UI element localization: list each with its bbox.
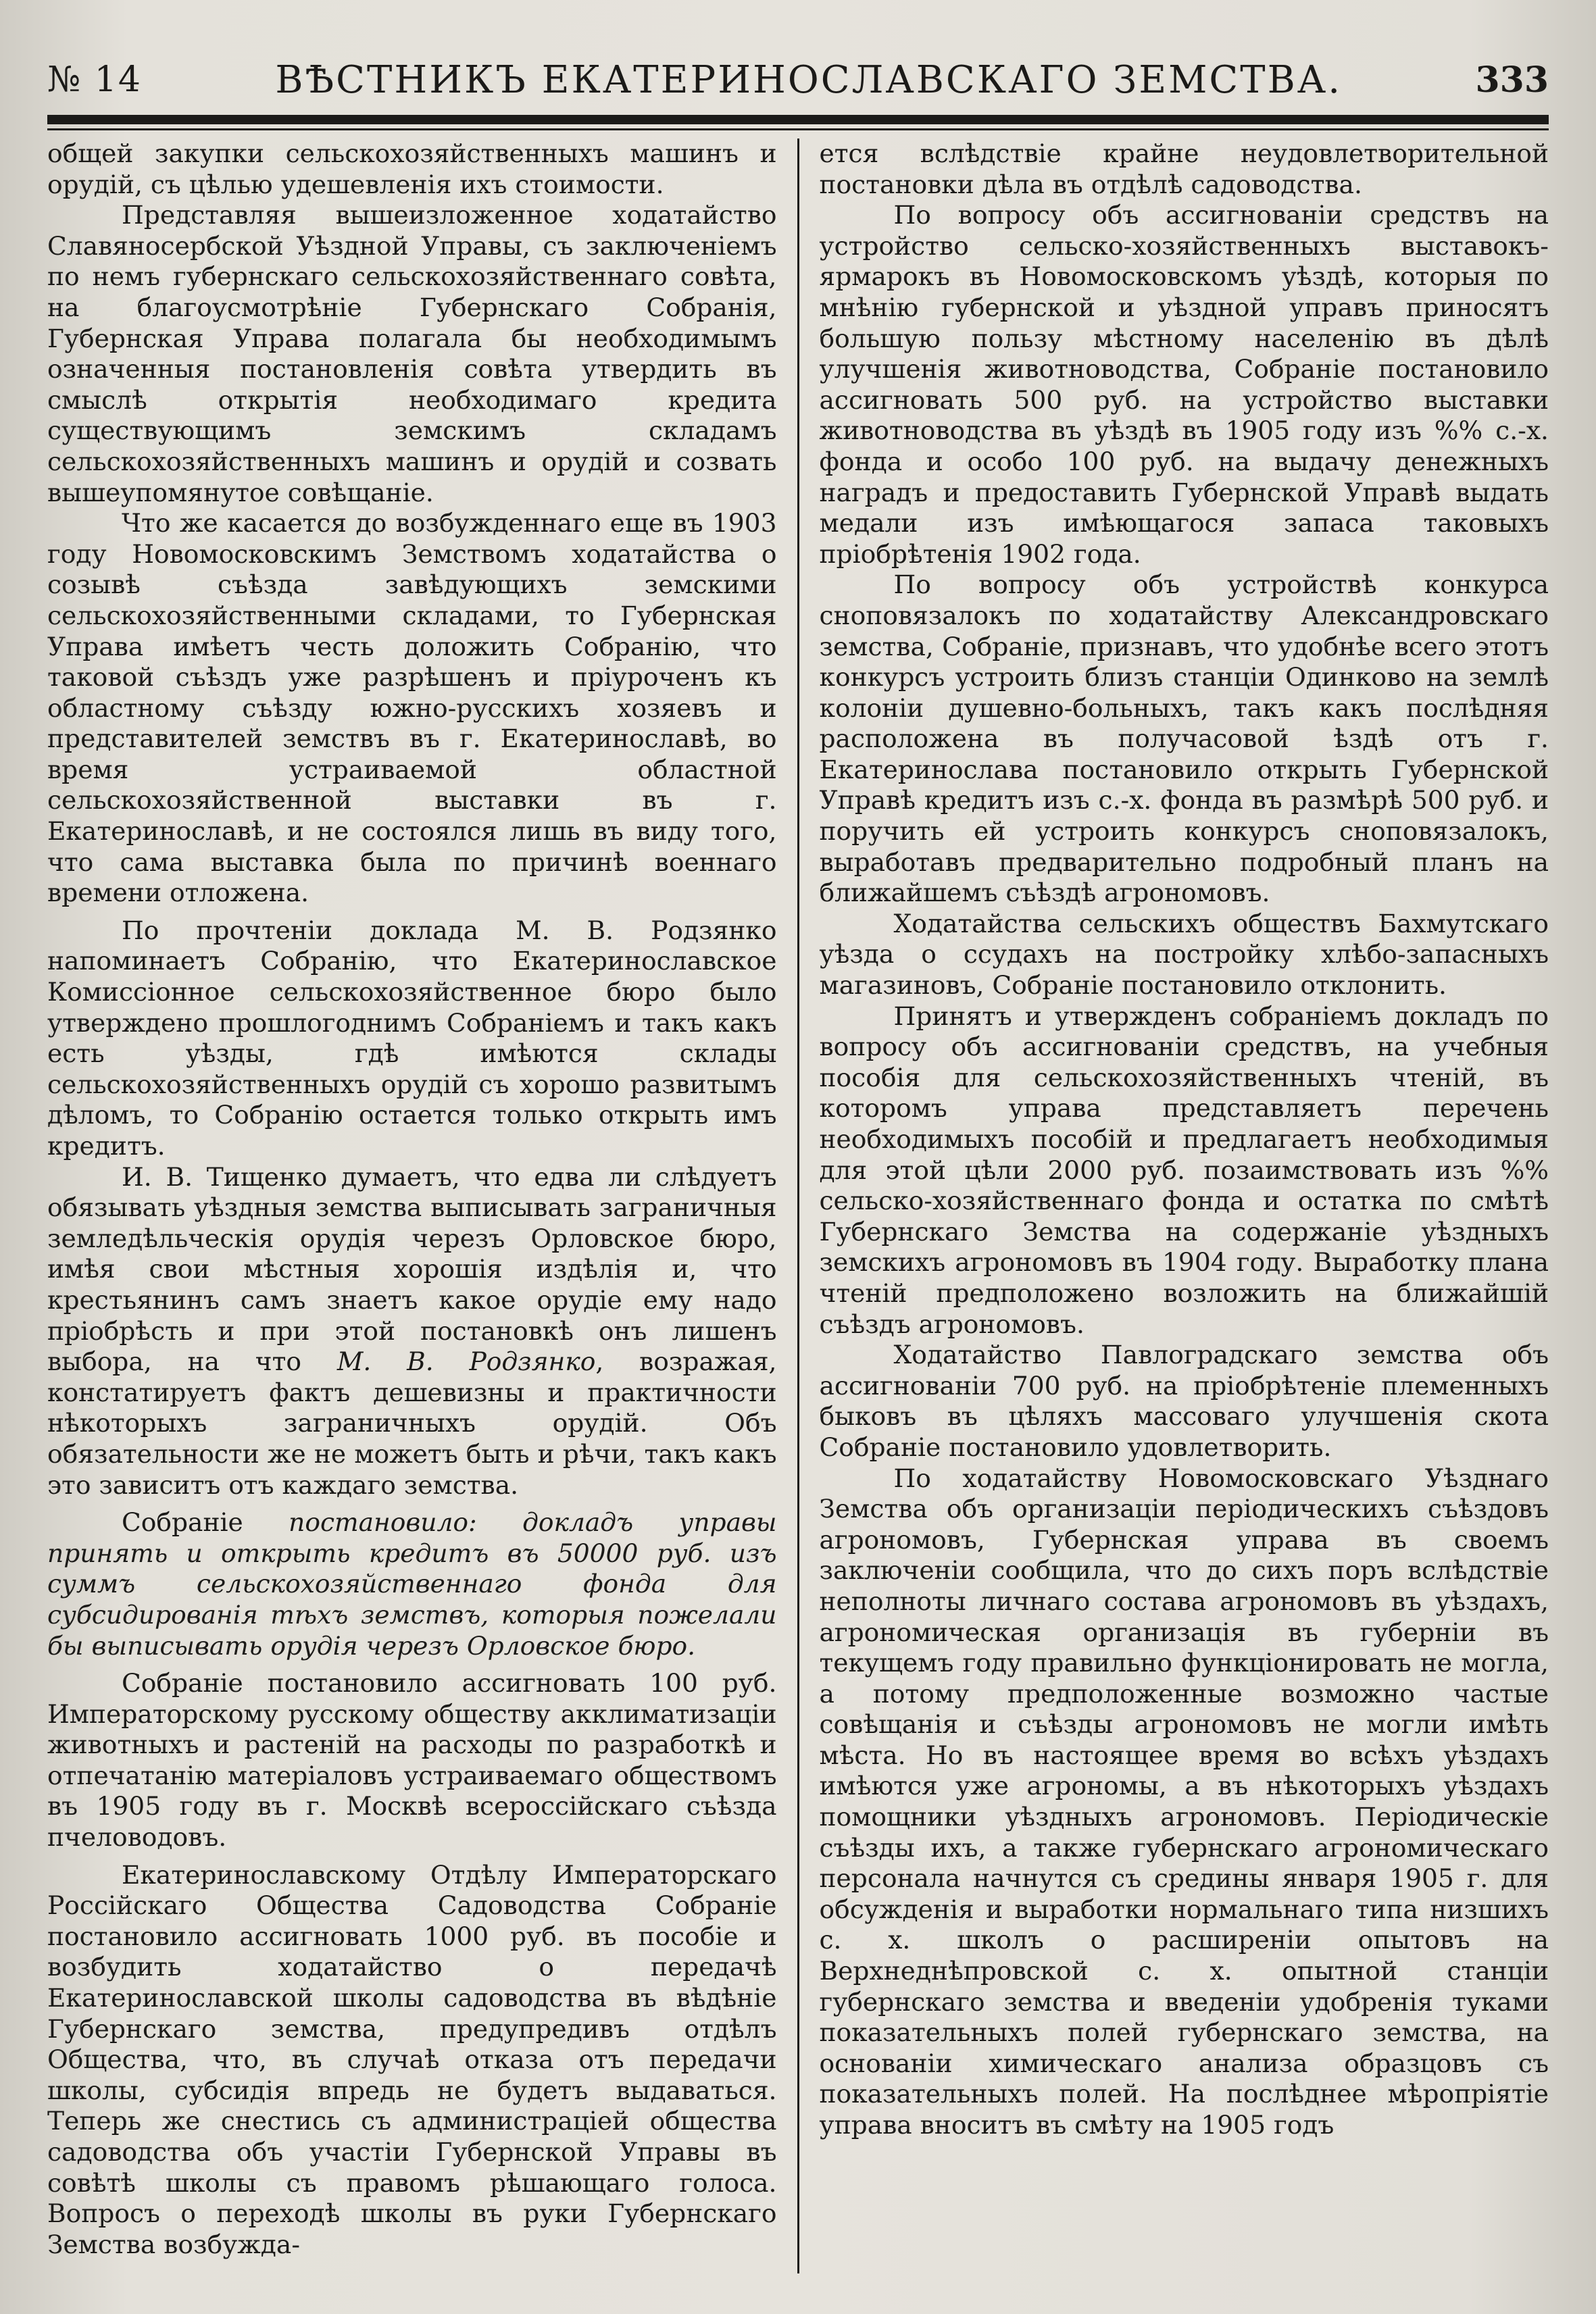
paragraph: По ходатайству Новомосковскаго Уѣзднаго Земства объ организаціи періодическихъ съѣздовъ агрономовъ, Губернская управа въ своемъ заключеніи сообщила, что до сихъ поръ вслѣдствіе неполноты личнаго состава агрономовъ въ уѣздахъ, агрономическая организація въ губерніи въ текущемъ году правильно функціонировать не могла, а потому предположенные возможно частые совѣщанія и съѣзды агрономовъ не могли имѣть мѣста. Но въ настоящее время во всѣхъ уѣздахъ имѣются уже агрономы, а въ нѣкоторыхъ уѣздахъ помощники уѣздныхъ агрономовъ. Періодическіе съѣзды ихъ, а также губернскаго агрономическаго персонала начнутся съ средины января 1905 г. для обсужденія и выработки нормальнаго типа низшихъ с. х. школъ о расширеніи опытовъ на Верхнеднѣпровской с. х. опытной станціи губернскаго земства и введеніи удобренія туками показательныхъ полей губернскаго земства, на основаніи химическаго анализа образцовъ съ показательныхъ полей. На послѣднее мѣропріятіе управа вноситъ въ смѣту на 1905 годъ (819, 1463, 1549, 2140)
paragraph-text: И. В. Тищенко думаетъ, что едва ли слѣдуетъ обязывать уѣздныя земства выписывать заграничныя земледѣльческія орудія черезъ Орловское бюро, имѣя свои мѣстныя хорошія издѣлія и, что крестьянинъ самъ знаетъ какое орудіе ему надо пріобрѣсть и при этой постановкѣ онъ лишенъ выбора, на что (47, 1161, 777, 1377)
italic-name: М. В. Родзянко (336, 1347, 596, 1377)
paragraph: Что же касается до возбужденнаго еще въ 1903 году Новомосковскимъ Земствомъ ходатайства о созывѣ съѣзда завѣдующихъ земскими сельскохозяйственными складами, то Губернская Управа имѣетъ честь доложить Собранію, что таковой съѣздъ уже разрѣшенъ и пріуроченъ къ областному съѣзду южно-русскихъ хозяевъ и представителей земствъ въ г. Екатеринославѣ, во время устраиваемой областной сельскохозяйственной выставки въ г. Екатеринославѣ, и не состоялся лишь въ виду того, что сама выставка была по причинѣ военнаго времени отложена. (47, 508, 777, 908)
paragraph: По вопросу объ ассигнованіи средствъ на устройство сельско-хозяйственныхъ выставокъ-ярмарокъ въ Новомосковскомъ уѣздѣ, которыя по мнѣнію губернской и уѣздной управъ приносятъ большую пользу мѣстному населенію въ дѣлѣ улучшенія животноводства, Собраніе постановило ассигновать 500 руб. на устройство выставки животноводства въ уѣздѣ въ 1905 году изъ %% с.-х. фонда и особо 100 руб. на выдачу денежныхъ наградъ и предоставить Губернской Управѣ выдать медали изъ имѣющагося запаса таковыхъ пріобрѣтенія 1902 года. (819, 200, 1549, 569)
paragraph: Ходатайство Павлоградскаго земства объ ассигнованіи 700 руб. на пріобрѣтеніе племенныхъ быковъ въ цѣляхъ массоваго улучшенія скота Собраніе постановило удовлетворить. (819, 1340, 1549, 1462)
paragraph: Собраніе постановило ассигновать 100 руб. Императорскому русскому обществу акклиматизаціи животныхъ и растеній на расходы по разработкѣ и отпечатанію матеріаловъ устраиваемаго обществомъ въ 1905 году въ г. Москвѣ всероссійскаго съѣзда пчеловодовъ. (47, 1668, 777, 1853)
paragraph: По вопросу объ устройствѣ конкурса сноповязалокъ по ходатайству Александровскаго земства, Собраніе, признавъ, что удобнѣе всего этотъ конкурсъ устроить близъ станціи Одинково на землѣ колоніи душевно-больныхъ, такъ какъ послѣдняя расположена въ получасовой ѣздѣ отъ г. Екатеринослава постановило открыть Губернской Управѣ кредитъ изъ с.-х. фонда въ размѣрѣ 500 руб. и поручить ей устроить конкурсъ сноповязалокъ, выработавъ предварительно подробный планъ на ближайшемъ съѣздѣ агрономовъ. (819, 570, 1549, 908)
paragraph: Екатеринославскому Отдѣлу Императорскаго Россійскаго Общества Садоводства Собраніе постановило ассигновать 1000 руб. въ пособіе и возбудить ходатайство о передачѣ Екатеринославской школы садоводства въ вѣдѣніе Губернскаго земства, предупредивъ отдѣлъ Общества, что, въ случаѣ отказа отъ передачи школы, субсидія впредь не будетъ выдаваться. Теперь же снестись съ администраціей общества садоводства объ участіи Губернской Управы въ совѣтѣ школы съ правомъ рѣшающаго голоса. Вопросъ о переходѣ школы въ руки Губернскаго Земства возбужда- (47, 1859, 777, 2259)
paragraph: Ходатайства сельскихъ обществъ Бахмутскаго уѣзда о ссудахъ на постройку хлѣбо-запасныхъ магазиновъ, Собраніе постановило отклонить. (819, 908, 1549, 1001)
paragraph: Принятъ и утвержденъ собраніемъ докладъ по вопросу объ ассигнованіи средствъ, на учебныя пособія для сельскохозяйственныхъ чтеній, въ которомъ управа представляетъ перечень необходимыхъ пособій и предлагаетъ необходимыя для этой цѣли 2000 руб. позаимствовать изъ %% сельско-хозяйственнаго фонда и остатка по смѣтѣ Губернскаго Земства на содержаніе уѣздныхъ земскихъ агрономовъ въ 1904 году. Выработку плана чтеній предположено возложить на ближайшій съѣздъ агрономовъ. (819, 1001, 1549, 1339)
header-rule-thin (47, 128, 1549, 130)
issue-number: № 14 (47, 59, 142, 100)
resolution-italic: постановило: докладъ управы принять и открыть кредитъ въ 50000 руб. изъ суммъ сельскохозяйственнаго фонда для субсидированія тѣхъ земствъ, которыя пожелали бы выписывать орудія черезъ Орловское бюро. (47, 1507, 777, 1661)
publication-title: ВѢСТНИКЪ ЕКАТЕРИНОСЛАВСКАГО ЗЕМСТВА. (275, 57, 1342, 102)
page-number: 333 (1475, 59, 1549, 101)
text-columns (47, 139, 1549, 2273)
paragraph: ется вслѣдствіе крайне неудовлетворительной постановки дѣла въ отдѣлѣ садоводства. (819, 139, 1549, 199)
paragraph: Представляя вышеизложенное ходатайство Славяносербской Уѣздной Управы, съ заключеніемъ по немъ губернскаго сельскохозяйственнаго совѣта, на благоусмотрѣніе Губернскаго Собранія, Губернская Управа полагала бы необходимымъ означенныя постановленія совѣта утвердить въ смыслѣ открытія необходимаго кредита существующимъ земскимъ складамъ сельскохозяйственныхъ машинъ и орудій и созвать вышеупомянутое совѣщаніе. (47, 200, 777, 507)
paragraph-text: , возражая, констатируетъ фактъ дешевизны и практичности нѣкоторыхъ заграничныхъ орудій. Объ обязательности же не можетъ быть и рѣчи, такъ какъ это зависитъ отъ каждаго земства. (47, 1347, 777, 1500)
paragraph (47, 1507, 777, 1661)
right-column (797, 139, 1549, 2273)
paragraph: общей закупки сельскохозяйственныхъ машинъ и орудій, съ цѣлью удешевленія ихъ стоимости. (47, 139, 777, 199)
header-rule-thick (47, 115, 1549, 124)
paragraph (47, 1162, 777, 1501)
left-column (47, 139, 797, 2273)
paragraph: По прочтеніи доклада М. В. Родзянко напоминаетъ Собранію, что Екатеринославское Комиссіонное сельскохозяйственное бюро было утверждено прошлогоднимъ Собраніемъ и такъ какъ есть уѣзды, гдѣ имѣются склады сельскохозяйственныхъ орудій съ хорошо развитымъ дѣломъ, то Собранію остается только открыть имъ кредитъ. (47, 915, 777, 1161)
paragraph-text: Собраніе (122, 1507, 289, 1538)
page-header (47, 39, 1549, 120)
